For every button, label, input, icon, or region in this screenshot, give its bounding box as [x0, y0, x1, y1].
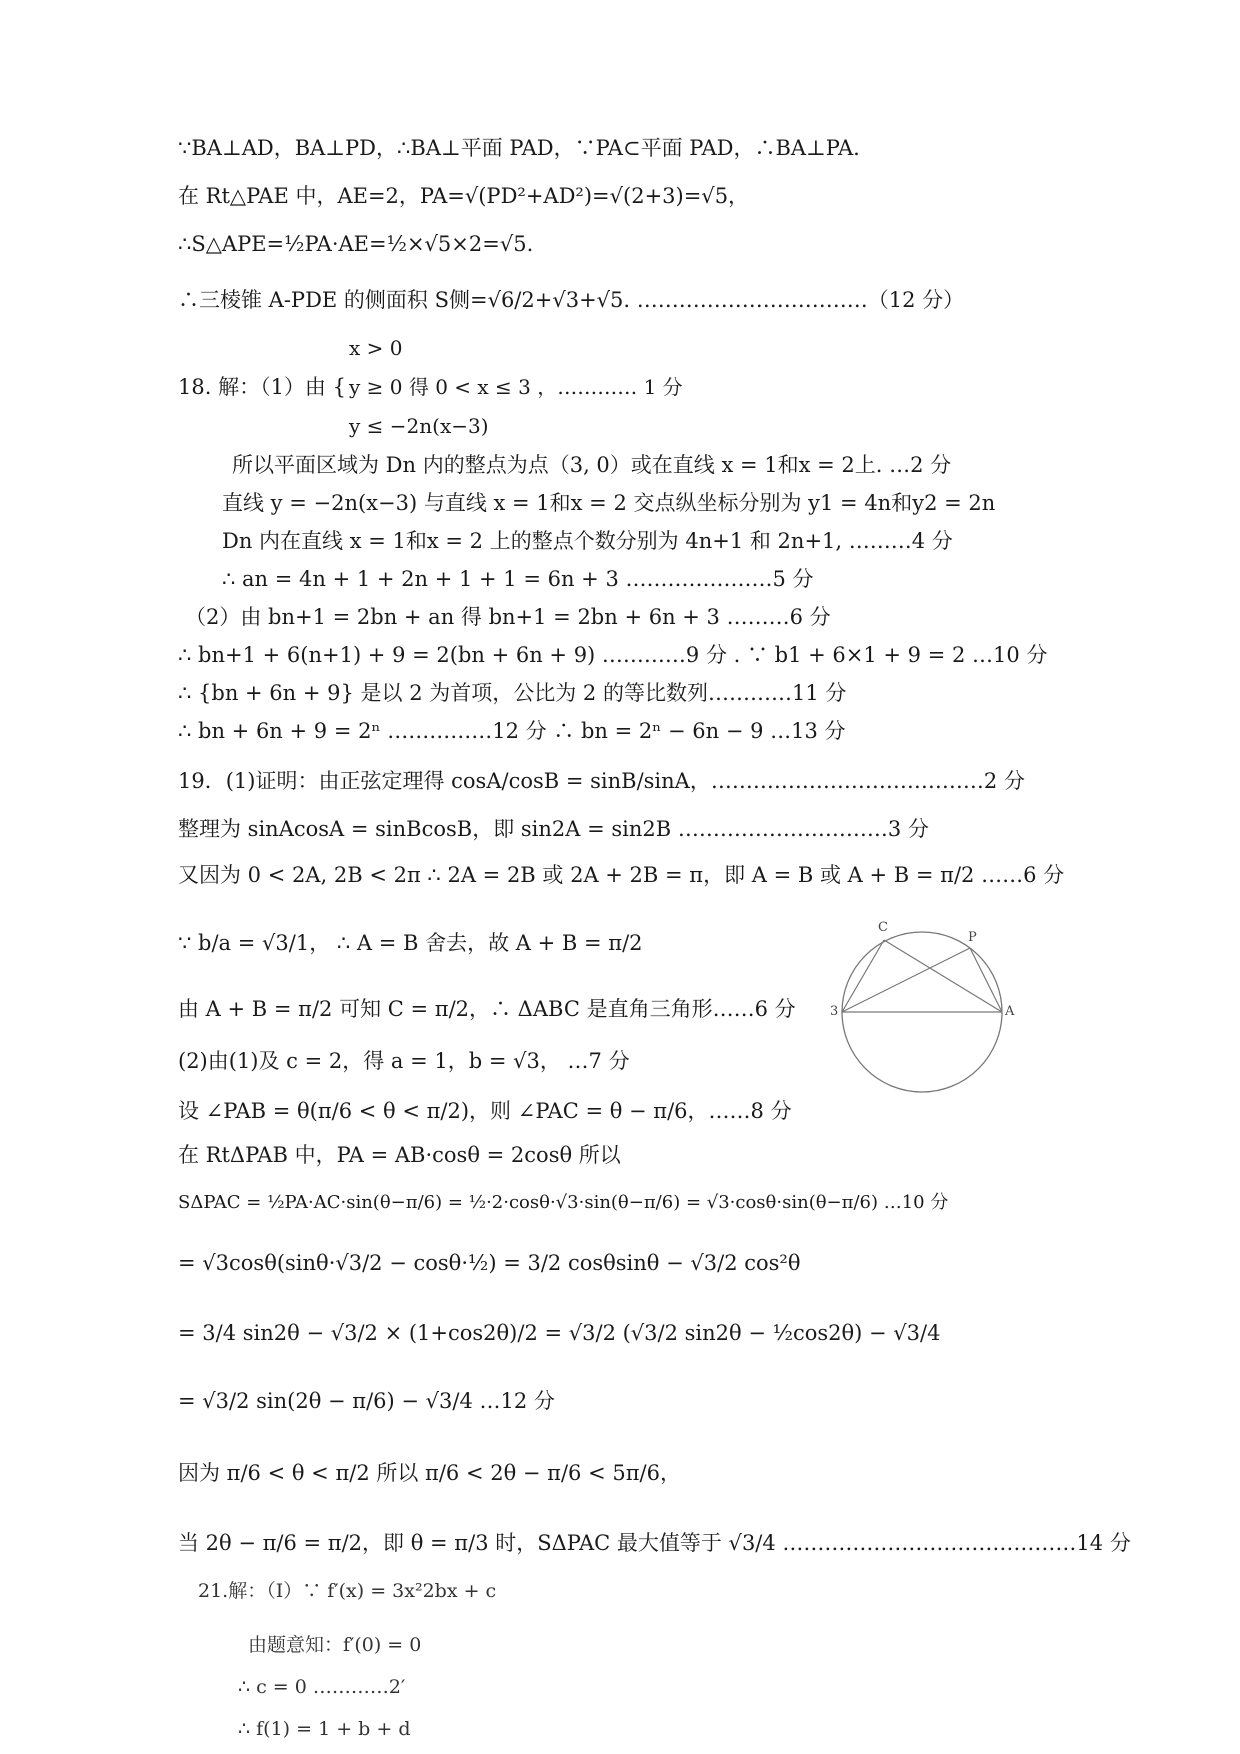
- text-line: 整理为 sinAcosA = sinBcosB，即 sin2A = sin2B …………………………3 分: [178, 817, 929, 841]
- text-line: ∵ b/a = √3/1， ∴ A = B 舍去，故 A + B = π/2: [178, 931, 643, 955]
- text-line: SΔPAC = ½PA·AC·sin(θ−π/6) = ½·2·cosθ·√3·sin(θ−π/6) = √3·cosθ·sin(θ−π/6) …10 分: [178, 1192, 949, 1213]
- text-line: 在 Rt△PAE 中，AE=2，PA=√(PD²+AD²)=√(2+3)=√5，: [178, 184, 750, 208]
- text-line: （2）由 bn+1 = 2bn + an 得 bn+1 = 2bn + 6n + 3 ………6 分: [185, 605, 831, 629]
- text-line: (2)由(1)及 c = 2，得 a = 1，b = √3， …7 分: [178, 1049, 630, 1073]
- text-line: = 3/4 sin2θ − √3/2 × (1+cos2θ)/2 = √3/2 (√3/2 sin2θ − ½cos2θ) − √3/4: [178, 1321, 941, 1345]
- text-line: 所以平面区域为 Dn 内的整点为点（3, 0）或在直线 x = 1和x = 2上. …2 分: [232, 453, 952, 477]
- text-line: 由题意知：f′(0) = 0: [248, 1634, 422, 1656]
- text-line: ∴ an = 4n + 1 + 2n + 1 + 1 = 6n + 3 …………………5 分: [222, 567, 814, 591]
- circle-triangle-figure: [830, 920, 1015, 1100]
- text-line: 设 ∠PAB = θ(π/6 < θ < π/2)，则 ∠PAC = θ − π/6，……8 分: [178, 1099, 792, 1123]
- text-line: Dn 内在直线 x = 1和x = 2 上的整点个数分别为 4n+1 和 2n+1, ………4 分: [222, 529, 953, 553]
- text-line: 21.解：（Ⅰ）∵ f′(x) = 3x²2bx + c: [198, 1580, 497, 1602]
- text-line: 由 A + B = π/2 可知 C = π/2，∴ ΔABC 是直角三角形……6 分: [178, 997, 796, 1021]
- text-line: 19．(1)证明：由正弦定理得 cosA/cosB = sinB/sinA，…………………………………2 分: [178, 769, 1025, 793]
- text-line: ∵BA⊥AD，BA⊥PD，∴BA⊥平面 PAD，∵PA⊂平面 PAD，∴BA⊥PA.: [178, 136, 860, 160]
- text-line: x > 0: [349, 336, 403, 360]
- label-a: A: [1005, 1004, 1015, 1019]
- text-line: 又因为 0 < 2A, 2B < 2π ∴ 2A = 2B 或 2A + 2B = π，即 A = B 或 A + B = π/2 ……6 分: [178, 863, 1065, 887]
- text-line: ∴ bn + 6n + 9 = 2ⁿ ……………12 分 ∴ bn = 2ⁿ − 6n − 9 …13 分: [178, 719, 846, 743]
- text-line: ∴S△APE=½PA·AE=½×√5×2=√5.: [178, 232, 534, 256]
- text-line: = √3cosθ(sinθ·√3/2 − cosθ·½) = 3/2 cosθsinθ − √3/2 cos²θ: [178, 1251, 801, 1275]
- text-line: 在 RtΔPAB 中，PA = AB·cosθ = 2cosθ 所以: [178, 1143, 621, 1167]
- text-line: ∴ {bn + 6n + 9} 是以 2 为首项，公比为 2 的等比数列…………11 分: [178, 681, 847, 705]
- text-line: ∴ c = 0 …………2′: [238, 1676, 406, 1698]
- text-line: 18. 解：（1）由 {: [178, 375, 346, 399]
- text-line: ∴ f(1) = 1 + b + d: [238, 1718, 411, 1740]
- text-line: 直线 y = −2n(x−3) 与直线 x = 1和x = 2 交点纵坐标分别为 y1 = 4n和y2 = 2n: [222, 491, 996, 515]
- text-line: ∴三棱锥 A-PDE 的侧面积 S侧=√6/2+√3+√5. ……………………………（12 分）: [178, 288, 965, 312]
- text-line: 因为 π/6 < θ < π/2 所以 π/6 < 2θ − π/6 < 5π/6，: [178, 1461, 681, 1485]
- text-line: y ≥ 0 得 0 < x ≤ 3 ，………… 1 分: [349, 375, 683, 399]
- label-b: 3: [830, 1004, 839, 1019]
- label-c: C: [878, 920, 888, 935]
- text-line: y ≤ −2n(x−3): [349, 414, 489, 438]
- text-line: ∴ bn+1 + 6(n+1) + 9 = 2(bn + 6n + 9) …………9 分 . ∵ b1 + 6×1 + 9 = 2 …10 分: [178, 643, 1048, 667]
- label-p: P: [968, 930, 977, 945]
- circle-diagram: [830, 920, 1010, 1100]
- text-line: = √3/2 sin(2θ − π/6) − √3/4 …12 分: [178, 1389, 555, 1413]
- text-line: 当 2θ − π/6 = π/2，即 θ = π/3 时，SΔPAC 最大值等于 √3/4 ……………………………………14 分: [178, 1531, 1131, 1555]
